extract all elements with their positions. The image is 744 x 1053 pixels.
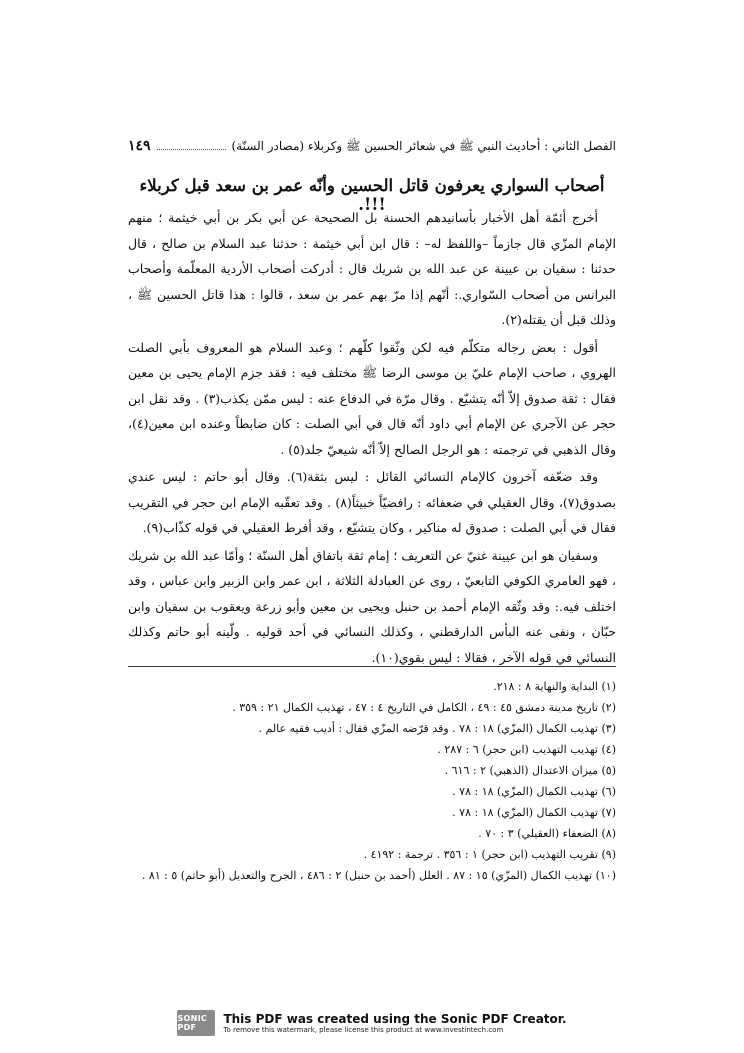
watermark-line-2: To remove this watermark, please license this product at www.investintech.com: [223, 1026, 504, 1034]
paragraph: أخرج أئمّة أهل الأخبار بأسانيدهم الحسنة بل الصحيحة عن أبي بكر بن أبي خيثمة ؛ منهم الإمام المزّي قال جازماً –واللفظ له– : قال ابن أبي خيثمة : حدثنا عبد السلام بن صالح ، قال حدثنا : سفيان بن عيينة عن عبد الله بن شريك قال : أدركت أصحاب الأردية المعلّمة وأصحاب البرانس من أصحاب السّواري.: أنّهم إذا مرّ بهم عمر بن سعد ، قالوا : هذا قاتل الحسين ﷺ ، وذلك قبل أن يقتله(٢).: [128, 210, 616, 327]
paragraph: وقد ضعّفه آخرون كالإمام النسائي القائل : ليس بثقة(٦). وقال أبو حاتم : ليس عندي بصدوق(٧)، وقال العقيلي في ضعفائه : رافضيّاً خبيثاً(٨) . وقد تعقّبه الإمام ابن حجر في التقريب فقال في أبي الصلت : صدوق له مناكير ، وكان يتشيّع ، وقد أفرط العقيلي في قوله كذّاب(٩).: [128, 469, 616, 535]
footnote: (١٠) تهذيب الكمال (المزّي) ١٥ : ٨٧ . العلل (أحمد بن حنبل) ٢ : ٤٨٦ ، الجرح والتعديل (أبو حاتم) ٥ : ٨١ .: [141, 869, 616, 882]
sonic-pdf-logo-icon: [177, 1010, 215, 1036]
footnote: (١) البداية والنهاية ٨ : ٢١٨.: [493, 680, 616, 693]
running-header: [128, 138, 616, 160]
paragraph: وسفيان هو ابن عيينة غنيّ عن التعريف ؛ إمام ثقة باتفاق أهل السنّة ؛ وأمّا عبد الله بن شريك ، فهو العامري الكوفي التابعيّ ، روى عن العبادلة الثلاثة ، ابن عمر وابن الزبير وابن عباس ، وقد اختلف فيه.: وقد وثّقه الإمام أحمد بن حنبل ويحيى بن معين وأبو زرعة ويعقوب بن سفيان وابن حبّان ، ونفى عنه البأس الدارقطني ، وكذلك النسائي في أحد قوليه . ولّينه أبو حاتم وكذلك النسائي في قوله الآخر ، فقالا : ليس بقوي(١٠).: [128, 547, 616, 665]
paragraph: أقول : بعض رجاله متكلّم فيه لكن وثّقوا كلّهم ؛ وعبد السلام هو المعروف بأبي الصلت الهروي ، صاحب الإمام عليّ بن موسى الرضا ﷺ مختلف فيه : فقد جزم الإمام يحيى بن معين فقال : ثقة صدوق إلاّ أنّه يتشيّع . وقال مرّة في الدفاع عنه : ليس ممّن يكذب(٣) . وقد نقل ابن حجر عن الآجري عن الإمام أبي داود أنّه قال في أبي الصلت : كان ضابطاً وعنده ابن معين(٤)، وقال الذهبي في ترجمته : هو الرجل الصالح إلاّ أنّه شيعيّ جلد(٥) .: [128, 339, 616, 457]
pdf-watermark: [0, 1010, 744, 1036]
footnote: (٩) تقريب التهذيب (ابن حجر) ١ : ٣٥٦ . ترجمة : ٤١٩٢ .: [363, 848, 616, 861]
watermark-line-1: This PDF was created using the Sonic PDF Creator.: [223, 1012, 567, 1026]
footnote: (٥) ميزان الاعتدال (الذهبي) ٢ : ٦١٦ .: [444, 764, 616, 777]
footnote: (٤) تهذيب التهذيب (ابن حجر) ٦ : ٢٨٧ .: [437, 743, 616, 756]
page-number: ١٤٩: [128, 138, 151, 154]
footnote: (٧) تهذيب الكمال (المزّي) ١٨ : ٧٨ .: [452, 806, 616, 819]
watermark-text: [223, 1012, 566, 1034]
footnote: (٦) تهذيب الكمال (المزّي) ١٨ : ٧٨ .: [452, 785, 616, 798]
chapter-title: الفصل الثاني : أحاديث النبي ﷺ في شعائر الحسين ﷺ وكربلاء (مصادر السنّة): [231, 139, 616, 153]
footnotes-list: [128, 676, 616, 886]
footnote: (٨) الضعفاء (العقيلي) ٣ : ٧٠ .: [478, 827, 616, 840]
header-leader-dots: [157, 140, 226, 150]
footnote: (٢) تاريخ مدينة دمشق ٤٥ : ٤٩ ، الكامل في التاريخ ٤ : ٤٧ ، تهذيب الكمال ٢١ : ٣٥٩ .: [232, 701, 616, 714]
footnote-divider: [128, 666, 616, 667]
footnote: (٣) تهذيب الكمال (المزّي) ١٨ : ٧٨ . وقد قرّضه المزّي فقال : أديب فقيه عالم .: [258, 722, 616, 735]
section-title: أصحاب السواري يعرفون قاتل الحسين وأنّه عمر بن سعد قبل كربلاء !!!.: [139, 176, 605, 214]
main-text: [128, 205, 616, 670]
logo-text: SONIC PDF: [177, 1014, 208, 1032]
